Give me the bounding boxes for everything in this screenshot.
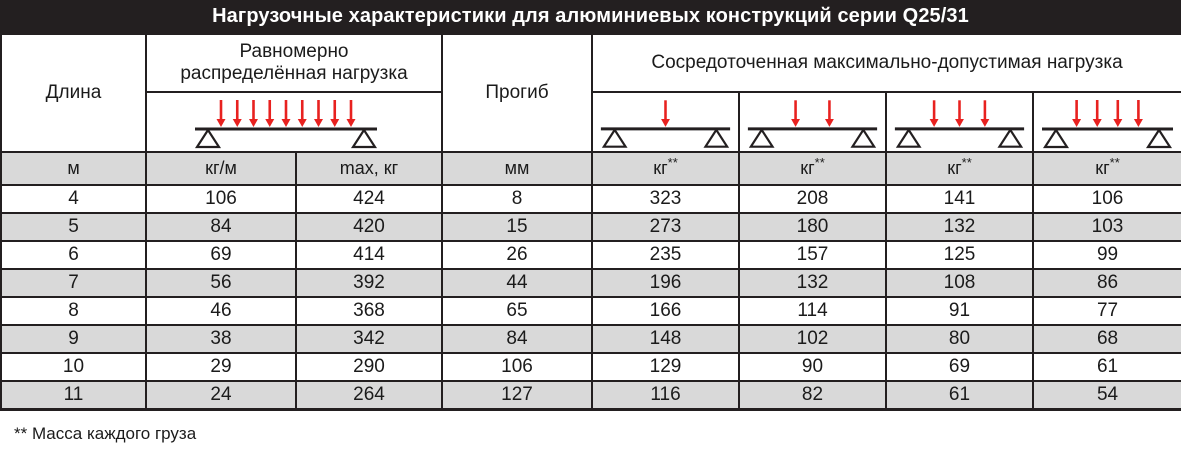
- cell-load3: 91: [886, 297, 1033, 325]
- cell-max_kg: 392: [296, 269, 442, 297]
- cell-load4: 86: [1033, 269, 1181, 297]
- concentrated-load-beam-diagram-2: [740, 93, 885, 151]
- cell-load3: 141: [886, 185, 1033, 213]
- cell-load3: 61: [886, 381, 1033, 409]
- table-row: [1, 185, 1181, 213]
- concentrated-load-beam-diagram-1: [593, 93, 738, 151]
- cell-max_kg: 368: [296, 297, 442, 325]
- concentrated-load-beam-diagram-3: [887, 93, 1032, 151]
- footnote-marker: **: [961, 155, 972, 170]
- load-arrow-icon: [249, 100, 258, 127]
- cell-load2: 82: [739, 381, 886, 409]
- cell-deflection_mm: 127: [442, 381, 592, 409]
- cell-load4: 99: [1033, 241, 1181, 269]
- support-triangle-icon: [1045, 130, 1067, 147]
- load-arrow-icon: [330, 100, 339, 127]
- table-row: [1, 269, 1181, 297]
- load-arrow-icon: [314, 100, 323, 127]
- load-arrow-icon: [347, 100, 356, 127]
- cell-load1: 129: [592, 353, 739, 381]
- uniform-load-diagram-cell: [146, 92, 442, 152]
- table-row: [1, 353, 1181, 381]
- cell-load3: 108: [886, 269, 1033, 297]
- load-arrow-icon: [930, 100, 939, 127]
- cell-load2: 208: [739, 185, 886, 213]
- unit-length: м: [1, 152, 146, 185]
- unit-kg-2: кг**: [739, 152, 886, 185]
- unit-mm: мм: [442, 152, 592, 185]
- cell-kg_per_m: 56: [146, 269, 296, 297]
- table-row: [1, 241, 1181, 269]
- load-arrow-icon: [955, 100, 964, 127]
- title-bar: [0, 0, 1181, 33]
- cell-load4: 77: [1033, 297, 1181, 325]
- cell-deflection_mm: 44: [442, 269, 592, 297]
- cell-deflection_mm: 26: [442, 241, 592, 269]
- cell-load2: 180: [739, 213, 886, 241]
- cell-load2: 90: [739, 353, 886, 381]
- concentrated-load-diagram-cell-1: [592, 92, 739, 152]
- page-title: Нагрузочные характеристики для алюминиевых конструкций серии Q25/31: [212, 5, 969, 27]
- cell-load4: 106: [1033, 185, 1181, 213]
- unit-kg-1: кг**: [592, 152, 739, 185]
- cell-deflection_mm: 8: [442, 185, 592, 213]
- cell-length: 10: [1, 353, 146, 381]
- unit-kg-3: кг**: [886, 152, 1033, 185]
- cell-kg_per_m: 84: [146, 213, 296, 241]
- load-arrow-icon: [1134, 100, 1143, 127]
- cell-max_kg: 342: [296, 325, 442, 353]
- cell-kg_per_m: 24: [146, 381, 296, 409]
- cell-deflection_mm: 65: [442, 297, 592, 325]
- table-row: [1, 297, 1181, 325]
- cell-load4: 103: [1033, 213, 1181, 241]
- cell-length: 9: [1, 325, 146, 353]
- table-body: [1, 185, 1181, 409]
- concentrated-load-diagram-cell-4: [1033, 92, 1181, 152]
- load-arrow-icon: [791, 100, 800, 127]
- cell-length: 11: [1, 381, 146, 409]
- cell-max_kg: 264: [296, 381, 442, 409]
- support-triangle-icon: [852, 130, 874, 147]
- cell-load3: 69: [886, 353, 1033, 381]
- uniform-load-beam-diagram: [147, 93, 441, 151]
- load-arrow-icon: [980, 100, 989, 127]
- concentrated-load-beam-diagram-4: [1034, 93, 1181, 151]
- cell-kg_per_m: 69: [146, 241, 296, 269]
- cell-length: 5: [1, 213, 146, 241]
- load-table: [0, 33, 1181, 411]
- header-uniform-load: Равномерно распределённая нагрузка: [146, 34, 442, 92]
- load-arrow-icon: [825, 100, 834, 127]
- cell-deflection_mm: 15: [442, 213, 592, 241]
- footnote-marker: **: [1109, 155, 1120, 170]
- load-arrow-icon: [298, 100, 307, 127]
- cell-load4: 54: [1033, 381, 1181, 409]
- cell-load3: 80: [886, 325, 1033, 353]
- table-row: [1, 213, 1181, 241]
- unit-kg-per-m: кг/м: [146, 152, 296, 185]
- header-deflection: Прогиб: [442, 34, 592, 152]
- support-triangle-icon: [604, 130, 626, 147]
- cell-load1: 323: [592, 185, 739, 213]
- cell-load1: 148: [592, 325, 739, 353]
- header-length: Длина: [1, 34, 146, 152]
- units-row: [1, 152, 1181, 185]
- cell-load4: 68: [1033, 325, 1181, 353]
- support-triangle-icon: [1148, 130, 1170, 147]
- support-triangle-icon: [353, 130, 375, 147]
- cell-max_kg: 414: [296, 241, 442, 269]
- cell-load3: 125: [886, 241, 1033, 269]
- load-arrow-icon: [1072, 100, 1081, 127]
- cell-load3: 132: [886, 213, 1033, 241]
- cell-load1: 116: [592, 381, 739, 409]
- table-row: [1, 325, 1181, 353]
- cell-length: 7: [1, 269, 146, 297]
- cell-load1: 166: [592, 297, 739, 325]
- table-row: [1, 381, 1181, 409]
- load-arrow-icon: [1113, 100, 1122, 127]
- cell-max_kg: 420: [296, 213, 442, 241]
- load-arrow-icon: [233, 100, 242, 127]
- cell-length: 6: [1, 241, 146, 269]
- header-concentrated-load: Сосредоточенная максимально-допустимая нагрузка: [592, 34, 1181, 92]
- cell-max_kg: 424: [296, 185, 442, 213]
- load-arrow-icon: [1093, 100, 1102, 127]
- cell-load2: 157: [739, 241, 886, 269]
- footnote-marker: **: [814, 155, 825, 170]
- cell-kg_per_m: 29: [146, 353, 296, 381]
- support-triangle-icon: [999, 130, 1021, 147]
- cell-deflection_mm: 106: [442, 353, 592, 381]
- support-triangle-icon: [898, 130, 920, 147]
- support-triangle-icon: [197, 130, 219, 147]
- support-triangle-icon: [705, 130, 727, 147]
- cell-kg_per_m: 38: [146, 325, 296, 353]
- header-row-top: [1, 34, 1181, 92]
- cell-load1: 196: [592, 269, 739, 297]
- concentrated-load-diagram-cell-2: [739, 92, 886, 152]
- load-arrow-icon: [265, 100, 274, 127]
- cell-load2: 114: [739, 297, 886, 325]
- concentrated-load-diagram-cell-3: [886, 92, 1033, 152]
- cell-kg_per_m: 46: [146, 297, 296, 325]
- cell-kg_per_m: 106: [146, 185, 296, 213]
- load-arrow-icon: [217, 100, 226, 127]
- cell-length: 4: [1, 185, 146, 213]
- unit-max-kg: max, кг: [296, 152, 442, 185]
- unit-kg-4: кг**: [1033, 152, 1181, 185]
- load-arrow-icon: [661, 100, 670, 127]
- cell-load2: 102: [739, 325, 886, 353]
- cell-load1: 273: [592, 213, 739, 241]
- footnote-marker: **: [667, 155, 678, 170]
- footnote: ** Масса каждого груза: [14, 423, 197, 443]
- cell-load1: 235: [592, 241, 739, 269]
- cell-deflection_mm: 84: [442, 325, 592, 353]
- cell-load2: 132: [739, 269, 886, 297]
- cell-length: 8: [1, 297, 146, 325]
- support-triangle-icon: [751, 130, 773, 147]
- load-arrow-icon: [282, 100, 291, 127]
- cell-load4: 61: [1033, 353, 1181, 381]
- cell-max_kg: 290: [296, 353, 442, 381]
